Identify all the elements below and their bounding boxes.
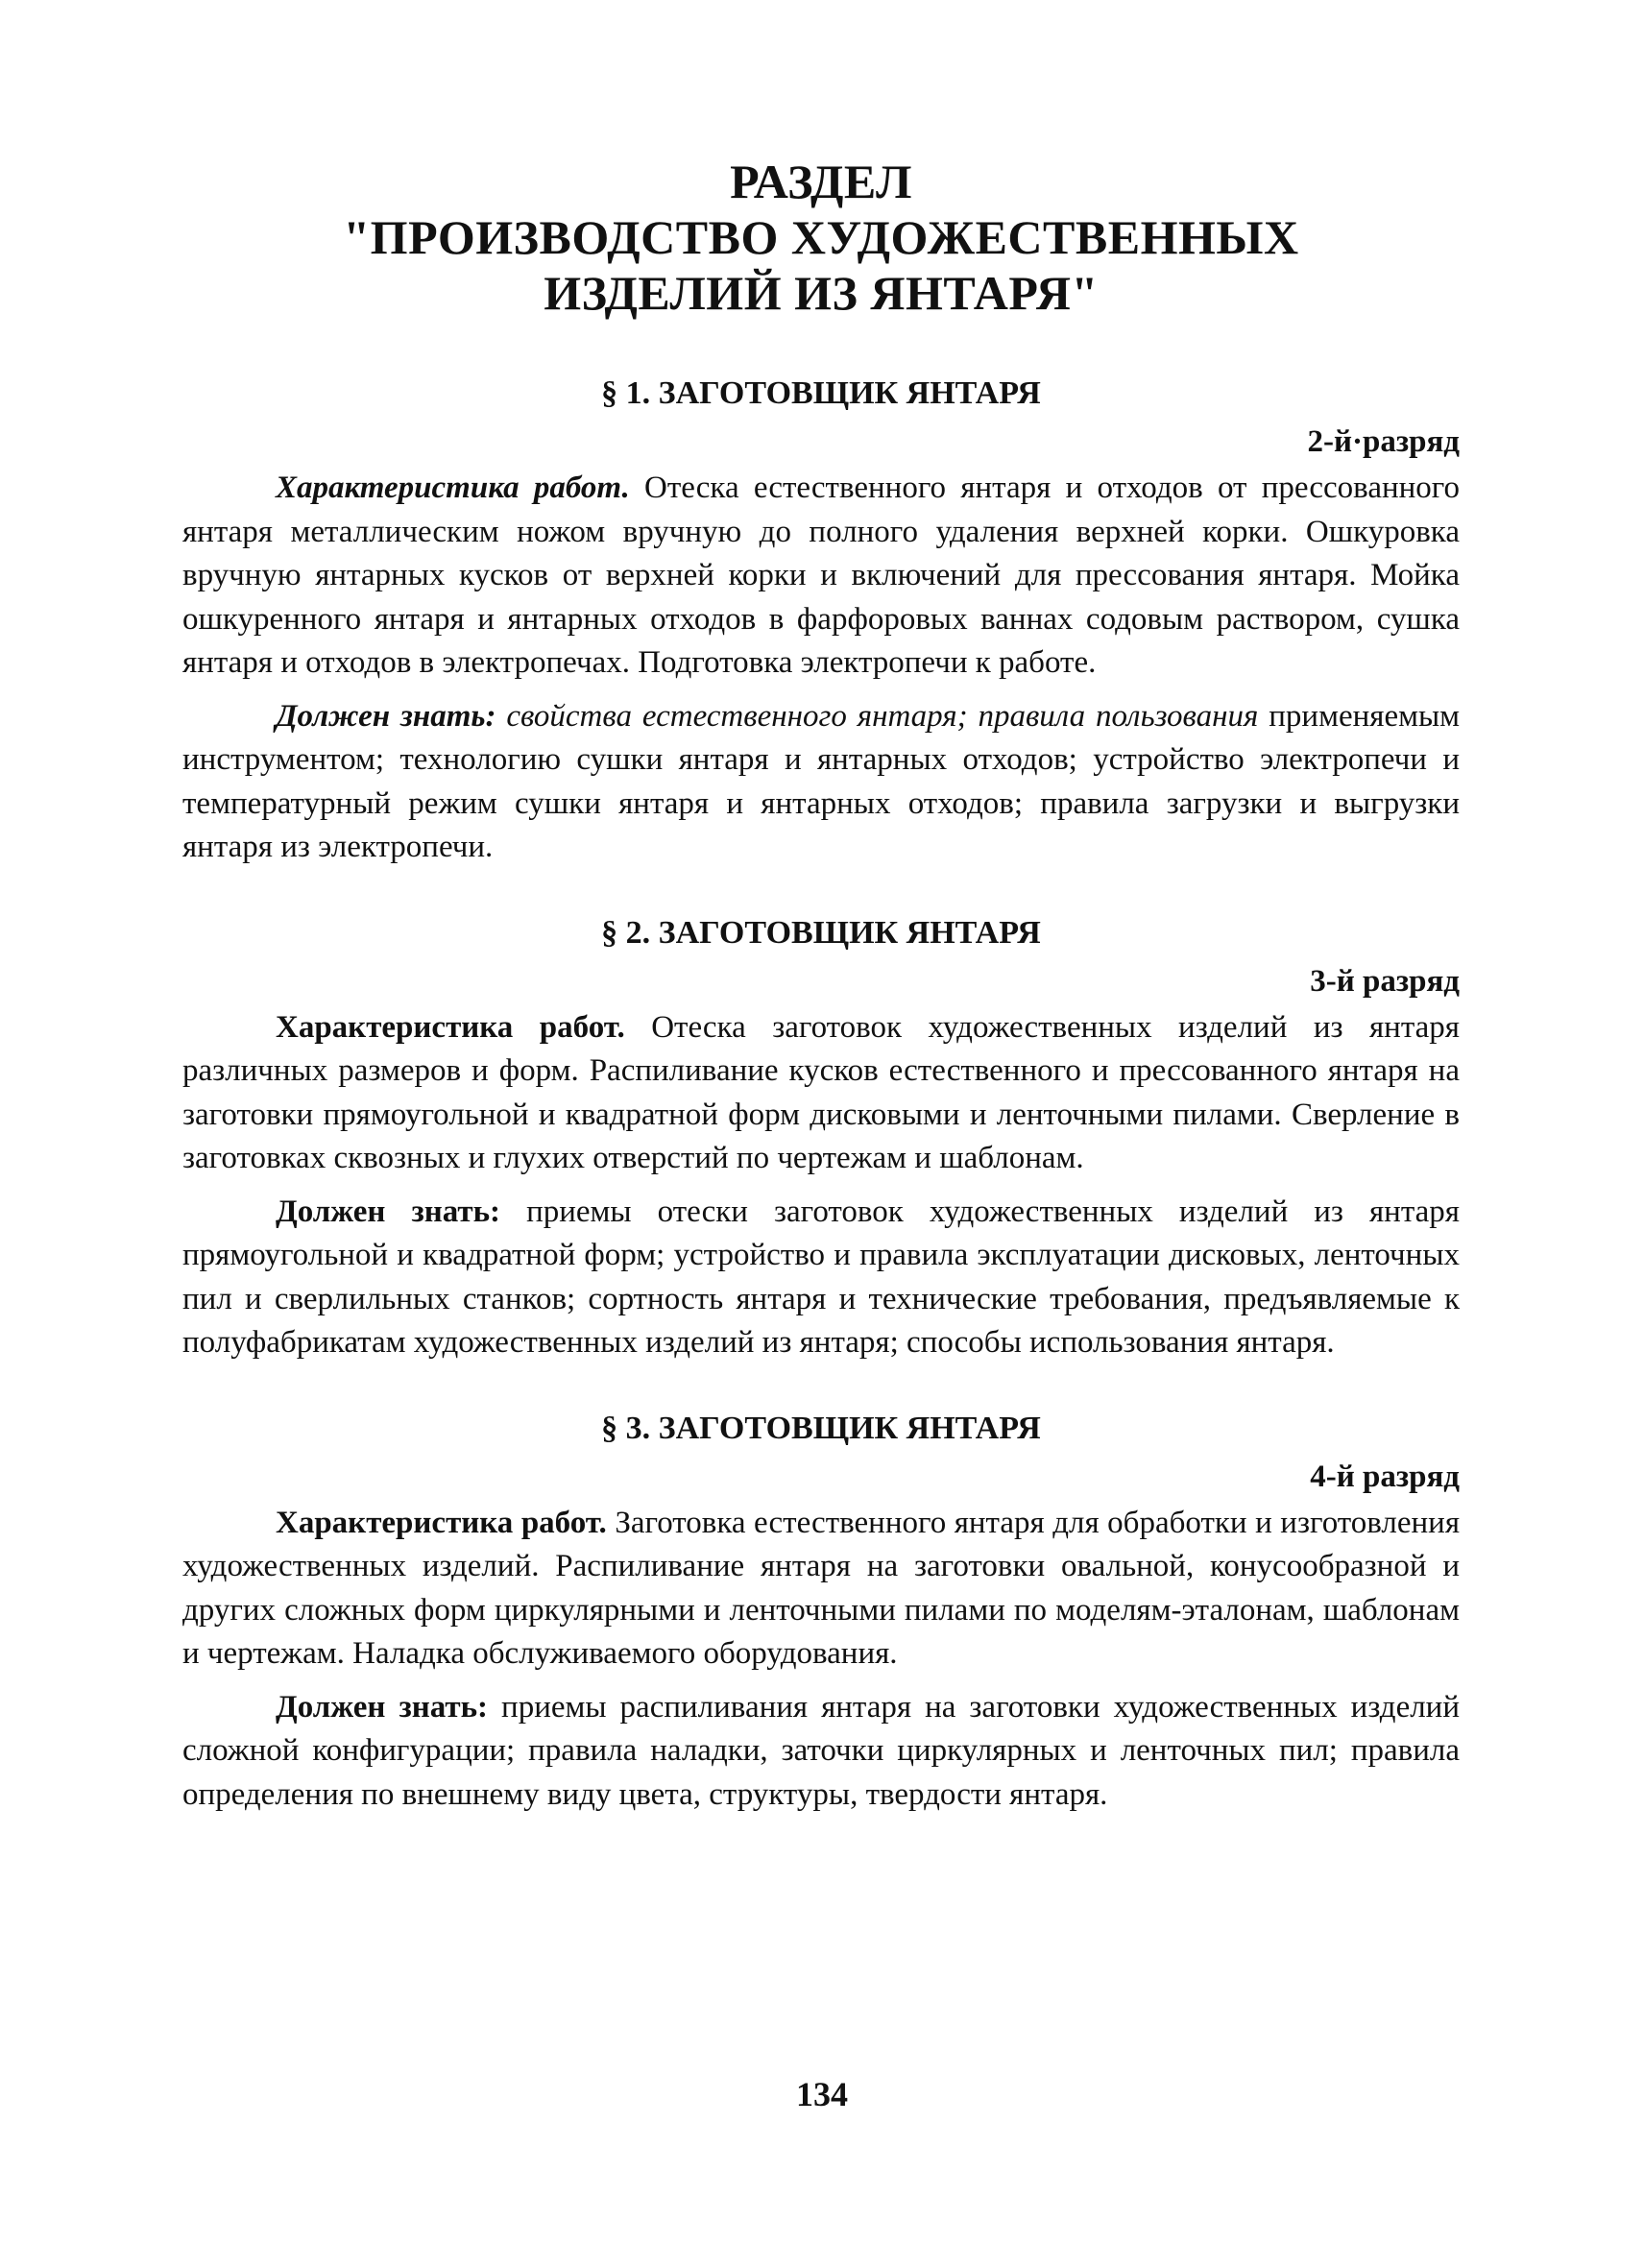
section-heading: § 1. ЗАГОТОВЩИК ЯНТАРЯ [601, 375, 1041, 411]
must-know-lead: Должен знать: [276, 1194, 501, 1229]
part-title-line-2: "ПРОИЗВОДСТВО ХУДОЖЕСТВЕННЫХ [343, 210, 1299, 264]
section-heading: § 2. ЗАГОТОВЩИК ЯНТАРЯ [601, 914, 1041, 951]
page-content [182, 154, 1460, 1859]
characteristics-text: Заготовка естественного янтаря для обработки и изготовления художественных изделий. Распиливание янтаря на заготовки овальной, конусообразной и других сложных форм циркулярными и ленточными пилами по моделям-эталонам, шаблонам и чертежам. Наладка обслуживаемого оборудования. [182, 1505, 1461, 1671]
must-know-lead: Должен знать: [276, 1689, 489, 1725]
grade-label: 3-й разряд [1310, 963, 1460, 999]
must-know [182, 695, 1460, 870]
grade-label: 4-й разряд [1310, 1459, 1460, 1494]
part-title-line-3: ИЗДЕЛИЙ ИЗ ЯНТАРЯ" [544, 266, 1099, 320]
must-know-italic-text: свойства естественного янтаря; правила пользования [506, 698, 1259, 734]
section-1 [182, 373, 1460, 870]
part-title-line-1: РАЗДЕЛ [730, 155, 912, 208]
characteristics-lead: Характеристика работ. [276, 1505, 607, 1540]
work-characteristics [182, 1006, 1460, 1181]
characteristics-lead: Характеристика работ. [276, 1009, 625, 1045]
page-number: 134 [796, 2075, 848, 2113]
must-know-text: приемы распиливания янтаря на заготовки художественных изделий сложной конфигурации; правила наладки, заточки циркулярных и ленточных пил; правила определения по внешнему виду цвета, структуры, твердости янтаря. [182, 1689, 1461, 1812]
must-know-text: приемы отески заготовок художественных изделий из янтаря прямоугольной и квадратной форм; устройство и правила эксплуатации дисковых, ленточных пил и сверлильных станков; сортность янтаря и технические требования, предъявляемые к полуфабрикатам художественных изделий из янтаря; способы использования янтаря. [182, 1194, 1460, 1360]
work-characteristics [182, 1502, 1460, 1677]
characteristics-lead: Характеристика работ. [276, 470, 630, 505]
must-know-lead: Должен знать: [276, 698, 496, 734]
section-heading: § 3. ЗАГОТОВЩИК ЯНТАРЯ [601, 1410, 1041, 1446]
must-know-text: применяемым инструментом; технологию сушки янтаря и янтарных отходов; устройство электропечи и температурный режим сушки янтаря и янтарных отходов; правила загрузки и выгрузки янтаря из электропечи. [182, 698, 1461, 864]
work-characteristics [182, 467, 1460, 686]
must-know [182, 1191, 1460, 1365]
part-title [182, 154, 1460, 321]
characteristics-text: Отеска естественного янтаря и отходов от прессованного янтаря металлическим ножом вручную до полного удаления верхней корки. Ошкуровка вручную янтарных кусков от верхней корки и включений для прессования янтаря. Мойка ошкуренного янтаря и янтарных отходов в фарфоровых ваннах содовым раствором, сушка янтаря и отходов в электропечах. Подготовка электропечи к работе. [182, 470, 1460, 680]
must-know [182, 1686, 1460, 1818]
section-2 [182, 912, 1460, 1365]
grade-label: 2-й·разряд [1307, 424, 1460, 459]
characteristics-text: Отеска заготовок художественных изделий из янтаря различных размеров и форм. Распиливание кусков естественного и прессованного янтаря на заготовки прямоугольной и квадратной форм дисковыми и ленточными пилами. Сверление в заготовках сквозных и глухих отверстий по чертежам и шаблонам. [182, 1009, 1460, 1175]
section-3 [182, 1408, 1460, 1818]
